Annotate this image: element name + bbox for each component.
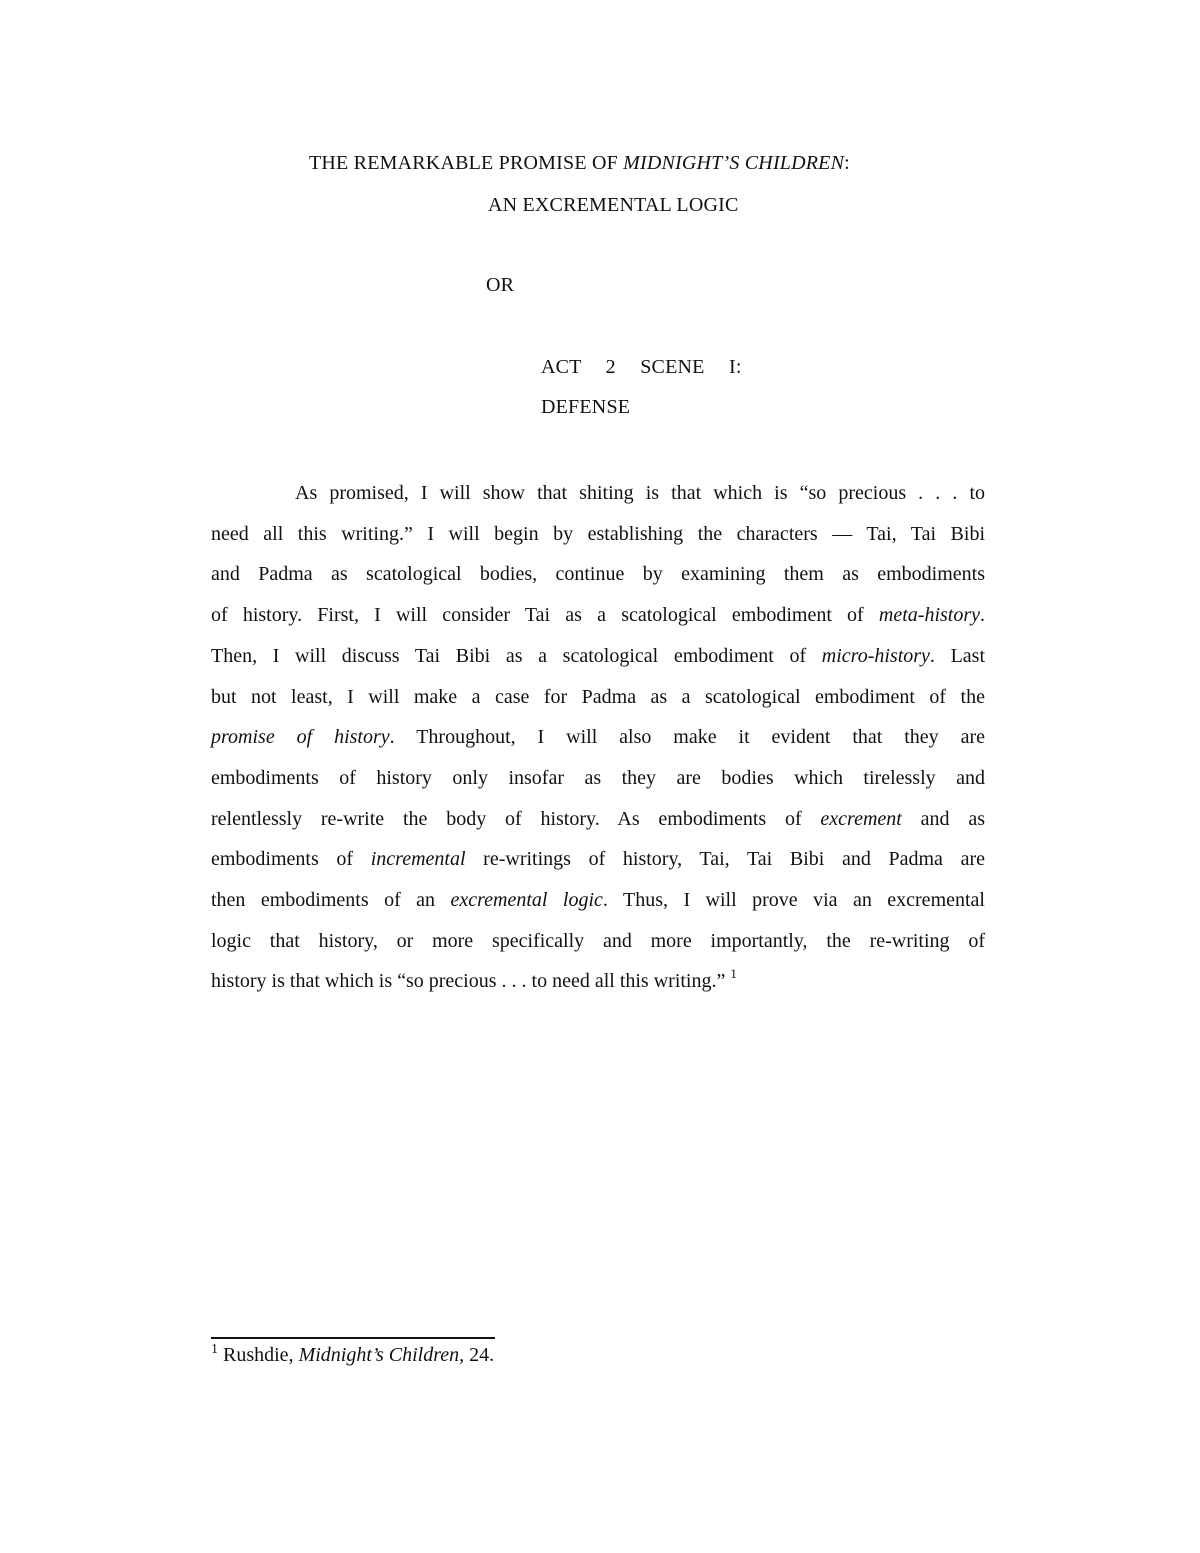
- title-colon: :: [844, 152, 850, 174]
- body-line: embodiments of history only insofar as they are bodies which tirelessly and: [211, 766, 985, 789]
- title-or: OR: [486, 274, 515, 296]
- body-text-run: of history. First, I will consider Tai as a scatological embodiment of: [211, 604, 879, 627]
- section-act-heading: ACT 2 SCENE I:: [541, 356, 742, 378]
- footnote-page: , 24.: [459, 1344, 495, 1366]
- body-line: As promised, I will show that shiting is that which is “so precious . . . to: [295, 482, 985, 504]
- body-text-run: Then, I will discuss Tai Bibi as a scatological embodiment of: [211, 644, 822, 667]
- footnote-author: Rushdie,: [218, 1344, 299, 1366]
- body-paragraph: [211, 473, 985, 1002]
- body-line-last: [211, 961, 985, 1002]
- footnote-mark: 1: [211, 1342, 218, 1357]
- body-text-run: re-writings of history, Tai, Tai Bibi and Padma are: [465, 848, 985, 871]
- footnote: [211, 1344, 494, 1367]
- body-line: logic that history, or more specifically and more importantly, the re-writing of: [211, 929, 985, 952]
- body-text-run: . Throughout, I will also make it evident that they are: [389, 726, 985, 749]
- body-line: [211, 717, 985, 758]
- title-prefix: THE REMARKABLE PROMISE OF: [309, 152, 624, 174]
- body-italic-run: incremental: [370, 848, 466, 871]
- footnote-reference-mark[interactable]: 1: [730, 966, 737, 982]
- section-defense-heading: DEFENSE: [541, 396, 631, 418]
- body-italic-run: micro-history: [821, 644, 930, 667]
- body-italic-run: excremental logic: [450, 889, 603, 912]
- title-line-2: AN EXCREMENTAL LOGIC: [488, 194, 739, 216]
- body-italic-run: excrement: [820, 807, 902, 830]
- body-line: [211, 839, 985, 880]
- body-text-run: .: [980, 604, 985, 627]
- title-book-name: MIDNIGHT’S CHILDREN: [623, 152, 845, 174]
- body-text-run: history is that which is “so precious . . . to need all this writing.”: [211, 970, 726, 993]
- body-text-run: then embodiments of an: [211, 889, 451, 912]
- body-text-run: relentlessly re-write the body of history. As embodiments of: [211, 807, 821, 830]
- body-line: [211, 636, 985, 677]
- body-line: [211, 880, 985, 921]
- body-italic-run: meta-history: [878, 604, 980, 627]
- body-text-run: . Last: [929, 644, 985, 667]
- title-line-1: [309, 152, 850, 175]
- body-line: but not least, I will make a case for Padma as a scatological embodiment of the: [211, 685, 985, 708]
- body-line: need all this writing.” I will begin by establishing the characters — Tai, Tai Bibi: [211, 522, 985, 545]
- body-line: and Padma as scatological bodies, continue by examining them as embodiments: [211, 563, 985, 586]
- body-line: [211, 595, 985, 636]
- body-italic-run: promise of history: [211, 726, 390, 749]
- body-line: [211, 799, 985, 840]
- footnote-book-title: Midnight’s Children: [298, 1344, 460, 1366]
- footnote-separator: [211, 1337, 495, 1339]
- body-text-run: embodiments of: [211, 848, 371, 871]
- body-text-run: and as: [901, 807, 985, 830]
- body-text-run: . Thus, I will prove via an excremental: [602, 889, 985, 912]
